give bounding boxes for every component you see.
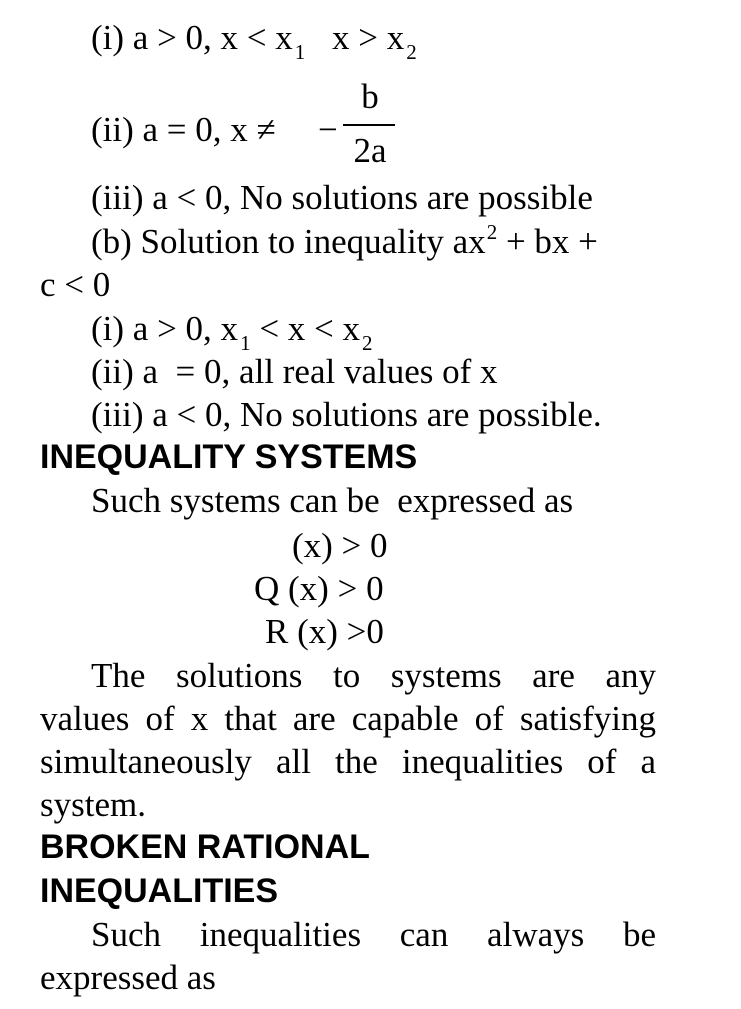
case-i-lt-mid: < x < x	[250, 309, 361, 348]
fraction-numerator: b	[361, 77, 379, 116]
part-b-intro-line	[91, 222, 598, 266]
system-eq-2: Q (x) > 0	[254, 569, 384, 608]
systems-para-line-2: values of x that are capable of satisfying	[40, 699, 656, 738]
systems-para-line-1: The solutions to systems are any	[91, 656, 656, 695]
case-i-lt-prefix: (i) a > 0, x	[91, 309, 239, 348]
systems-intro: Such systems can be expressed as	[91, 481, 574, 520]
case-ii-gt-line	[91, 110, 276, 150]
part-b-intro-cont: c < 0	[40, 265, 111, 304]
subscript-2: 2	[362, 331, 373, 355]
case-ii-lt-line: (ii) a = 0, all real values of x	[91, 352, 498, 391]
subscript-2: 2	[406, 40, 417, 64]
case-i-lt-line	[91, 309, 373, 353]
systems-para-line-4: system.	[40, 785, 146, 824]
heading-inequality-systems: INEQUALITY SYSTEMS	[40, 438, 418, 476]
broken-para-line-2: expressed as	[40, 958, 216, 997]
system-eq-3: R (x) >0	[265, 612, 384, 651]
broken-para-line-1: Such inequalities can always be	[91, 915, 656, 954]
fraction-denominator: 2a	[353, 131, 387, 170]
heading-broken-rational-2: INEQUALITIES	[40, 872, 279, 910]
subscript-1: 1	[240, 331, 251, 355]
system-eq-1: (x) > 0	[292, 526, 388, 565]
heading-broken-rational-1: BROKEN RATIONAL	[40, 828, 370, 866]
case-i-gt-line	[91, 18, 417, 62]
case-iii-lt-line: (iii) a < 0, No solutions are possible.	[91, 395, 602, 434]
minus-sign: −	[318, 110, 338, 149]
case-i-gt-mid: x > x	[332, 18, 405, 57]
part-b-intro-b: + bx +	[497, 222, 598, 261]
fraction-bar	[343, 124, 395, 126]
case-i-gt-prefix: (i) a > 0, x < x	[91, 18, 293, 57]
case-ii-gt-prefix: (ii) a = 0, x ≠	[91, 110, 276, 149]
part-b-intro-a: (b) Solution to inequality ax	[91, 222, 486, 261]
case-iii-gt-line: (iii) a < 0, No solutions are possible	[91, 178, 593, 217]
systems-para-line-3: simultaneously all the inequalities of a	[40, 742, 656, 781]
superscript-2: 2	[486, 220, 498, 244]
subscript-1: 1	[294, 40, 306, 64]
